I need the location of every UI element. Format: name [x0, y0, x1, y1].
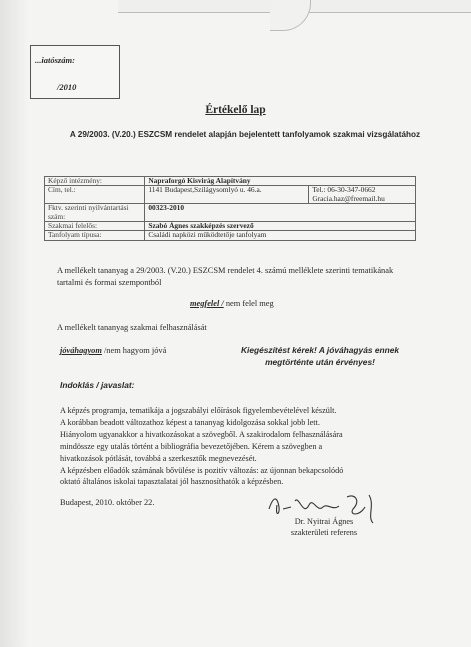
- other-option: /nem hagyom jóvá: [103, 346, 167, 355]
- reason-text: [60, 405, 450, 488]
- table-value: Családi napközi működtetője tanfolyam: [145, 231, 416, 240]
- page-shadow: [0, 0, 28, 647]
- content-assessment: [190, 298, 274, 310]
- approval-choice: [60, 345, 166, 357]
- table-label: Fktv. szerinti nyilvántartási szám:: [45, 204, 145, 222]
- table-value: Napraforgó Kisvirág Alapítvány: [145, 177, 416, 186]
- reason-line: A korábban beadott változathoz képest a tananyag kidolgozása sokkal jobb lett.: [60, 417, 320, 427]
- signer-role: szakterületi referens: [290, 528, 358, 537]
- stamp-year: /2010: [57, 82, 77, 92]
- table-label: Cím, tel.:: [45, 186, 145, 204]
- other-option: nem felel meg: [225, 299, 274, 308]
- document-subtitle: A 29/2003. (V.20.) ESZCSM rendelet alapján bejelentett tanfolyamok szakmai vizsgálatához: [69, 130, 421, 139]
- assessment-paragraph: A mellékelt tananyag a 29/2003. (V.20.) ESZCSM rendelet 4. számú melléklete szerinti tematikának tartalmi és formai szempontból: [57, 266, 394, 287]
- table-value: 00323-2010: [145, 204, 416, 222]
- table-value: 1141 Budapest,Szilágysomlyó u. 46.a.: [145, 186, 309, 204]
- table-value: Szabó Ágnes szakképzés szervező: [145, 222, 416, 231]
- reason-line: mindössze egy utalás történt a bibliográfia bevezetőjében. Kérem a szövegben a: [60, 441, 323, 451]
- document-title: Értékelő lap: [205, 104, 266, 116]
- info-table: [44, 176, 416, 241]
- table-row: [45, 231, 416, 240]
- reason-line: A képzés programja, tematikája a jogszabályi előírások figyelembevételével készült.: [60, 406, 337, 415]
- signer-block: [264, 516, 384, 538]
- reason-line: oktató általános iskolai tapasztalatai jól hasznosíthatók a képzésben.: [60, 477, 284, 487]
- selected-option: jóváhagyom: [60, 346, 102, 355]
- table-label: Képző intézmény:: [45, 177, 145, 186]
- reason-line: hivatkozások pótlását, továbbá a szerkesztők megnevezését.: [60, 453, 257, 463]
- document-date: Budapest, 2010. október 22.: [60, 498, 155, 507]
- approval-paragraph: A mellékelt tananyag szakmai felhasználását: [57, 323, 207, 332]
- reason-line: A képzésben előadók számának bővülése is pozitív változás: az újonnan bekapcsolódó: [60, 465, 344, 475]
- table-row: [45, 204, 416, 222]
- table-contact: Tel.: 06-30-347-0662 Gracia.haz@freemail.hu: [309, 186, 416, 204]
- handwritten-note: Kiegészítést kérek! A jóváhagyás ennek megtörténte után érvényes!: [240, 345, 400, 367]
- table-row: [45, 186, 416, 204]
- registration-stamp: [30, 45, 120, 99]
- selected-option: megfelel /: [190, 299, 224, 308]
- table-label: Szakmai felelős:: [45, 222, 145, 231]
- reason-heading: Indoklás / javaslat:: [60, 380, 135, 390]
- reason-line: Hiányolom ugyanakkor a hivatkozásokat a szövegből. A szakirodalom felhasználására: [60, 429, 343, 439]
- table-label: Tanfolyam típusa:: [45, 231, 145, 240]
- signer-name: Dr. Nyitrai Ágnes: [294, 517, 354, 526]
- page-corner: [270, 0, 311, 31]
- stamp-number-label: ...iatószám:: [35, 55, 75, 65]
